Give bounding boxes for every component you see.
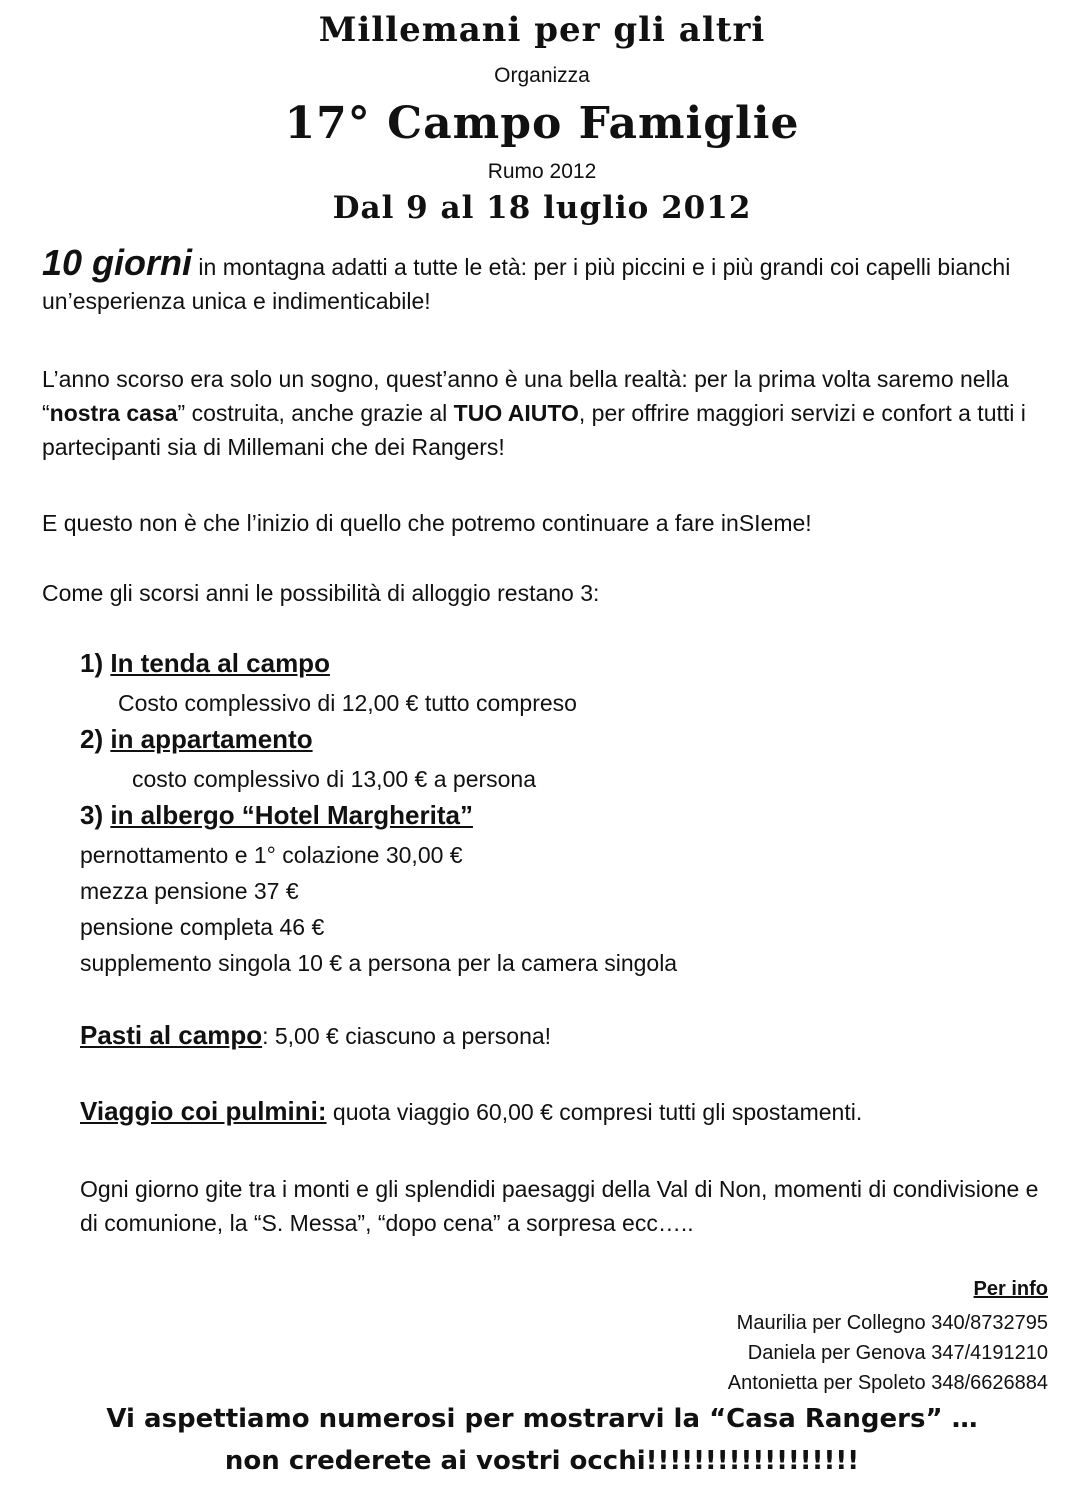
option-1-number: 1) [80, 648, 111, 678]
paragraph-realta [42, 362, 1042, 464]
intro-highlight: 10 giorni [42, 242, 193, 283]
pasti-label: Pasti al campo [80, 1020, 263, 1050]
viaggio-label: Viaggio coi pulmini: [80, 1096, 327, 1126]
option-1-title: In tenda al campo [110, 648, 330, 678]
org-title: Millemani per gli altri [318, 10, 766, 50]
para1-part-a: L’anno scorso era solo un sogno, quest’anno è una bella realtà: per la prima volta saremo nella “ [42, 366, 1009, 426]
pasti-text: : 5,00 € ciascuno a persona! [262, 1023, 552, 1049]
paragraph-gite: Ogni giorno gite tra i monti e gli splendidi paesaggi della Val di Non, momenti di condivisione e di comunione, la “S. Messa”, “dopo cena” a sorpresa ecc….. [80, 1176, 1039, 1236]
info-contact: Daniela per Genova 347/4191210 [747, 1342, 1048, 1364]
event-title: 17° Campo Famiglie [284, 98, 800, 149]
option-2-title: in appartamento [110, 724, 313, 754]
option-3-number: 3) [80, 800, 111, 830]
event-place: Rumo 2012 [487, 160, 597, 183]
option-3-line: pensione completa 46 € [80, 914, 325, 940]
event-dates: Dal 9 al 18 luglio 2012 [332, 190, 752, 226]
pasti-line [80, 1020, 551, 1051]
intro-text: in montagna adatti a tutte le età: per i più piccini e i più grandi coi capelli bianchi un’esperienza unica e indimenticabile! [42, 254, 1011, 314]
para1-tuo-aiuto: TUO AIUTO [453, 400, 579, 426]
info-heading: Per info [973, 1278, 1048, 1300]
viaggio-line [80, 1096, 862, 1127]
para1-part-c: ” costruita, anche grazie al [177, 400, 454, 426]
intro-paragraph [42, 242, 1042, 318]
paragraph-insieme: E questo non è che l’inizio di quello che potremo continuare a fare inSIeme! [42, 510, 812, 536]
option-2-heading [80, 724, 313, 755]
option-3-line: mezza pensione 37 € [80, 878, 299, 904]
para1-part-e: , per offrire maggiori servizi e confort a tutti i partecipanti sia di Millemani che dei Rangers! [42, 400, 1026, 460]
info-contact: Maurilia per Collegno 340/8732795 [736, 1312, 1048, 1334]
viaggio-text: quota viaggio 60,00 € compresi tutti gli spostamenti. [326, 1099, 863, 1125]
option-1-heading [80, 648, 330, 679]
paragraph-alloggio: Come gli scorsi anni le possibilità di alloggio restano 3: [42, 580, 600, 606]
option-3-line: supplemento singola 10 € a persona per la camera singola [80, 950, 678, 976]
option-3-line: pernottamento e 1° colazione 30,00 € [80, 842, 463, 868]
info-contact: Antonietta per Spoleto 348/6626884 [727, 1372, 1048, 1394]
organizza-label: Organizza [494, 64, 590, 87]
footer-line-1: Vi aspettiamo numerosi per mostrarvi la “Casa Rangers” … [106, 1404, 978, 1434]
option-3-heading [80, 800, 473, 831]
option-3-title: in albergo “Hotel Margherita” [110, 800, 473, 830]
option-2-desc: costo complessivo di 13,00 € a persona [132, 766, 537, 792]
option-1-desc: Costo complessivo di 12,00 € tutto compreso [118, 690, 577, 716]
footer-line-2: non crederete ai vostri occhi!!!!!!!!!!!!!!!!!! [224, 1446, 860, 1476]
option-2-number: 2) [80, 724, 111, 754]
para1-nostra-casa: nostra casa [49, 400, 178, 426]
